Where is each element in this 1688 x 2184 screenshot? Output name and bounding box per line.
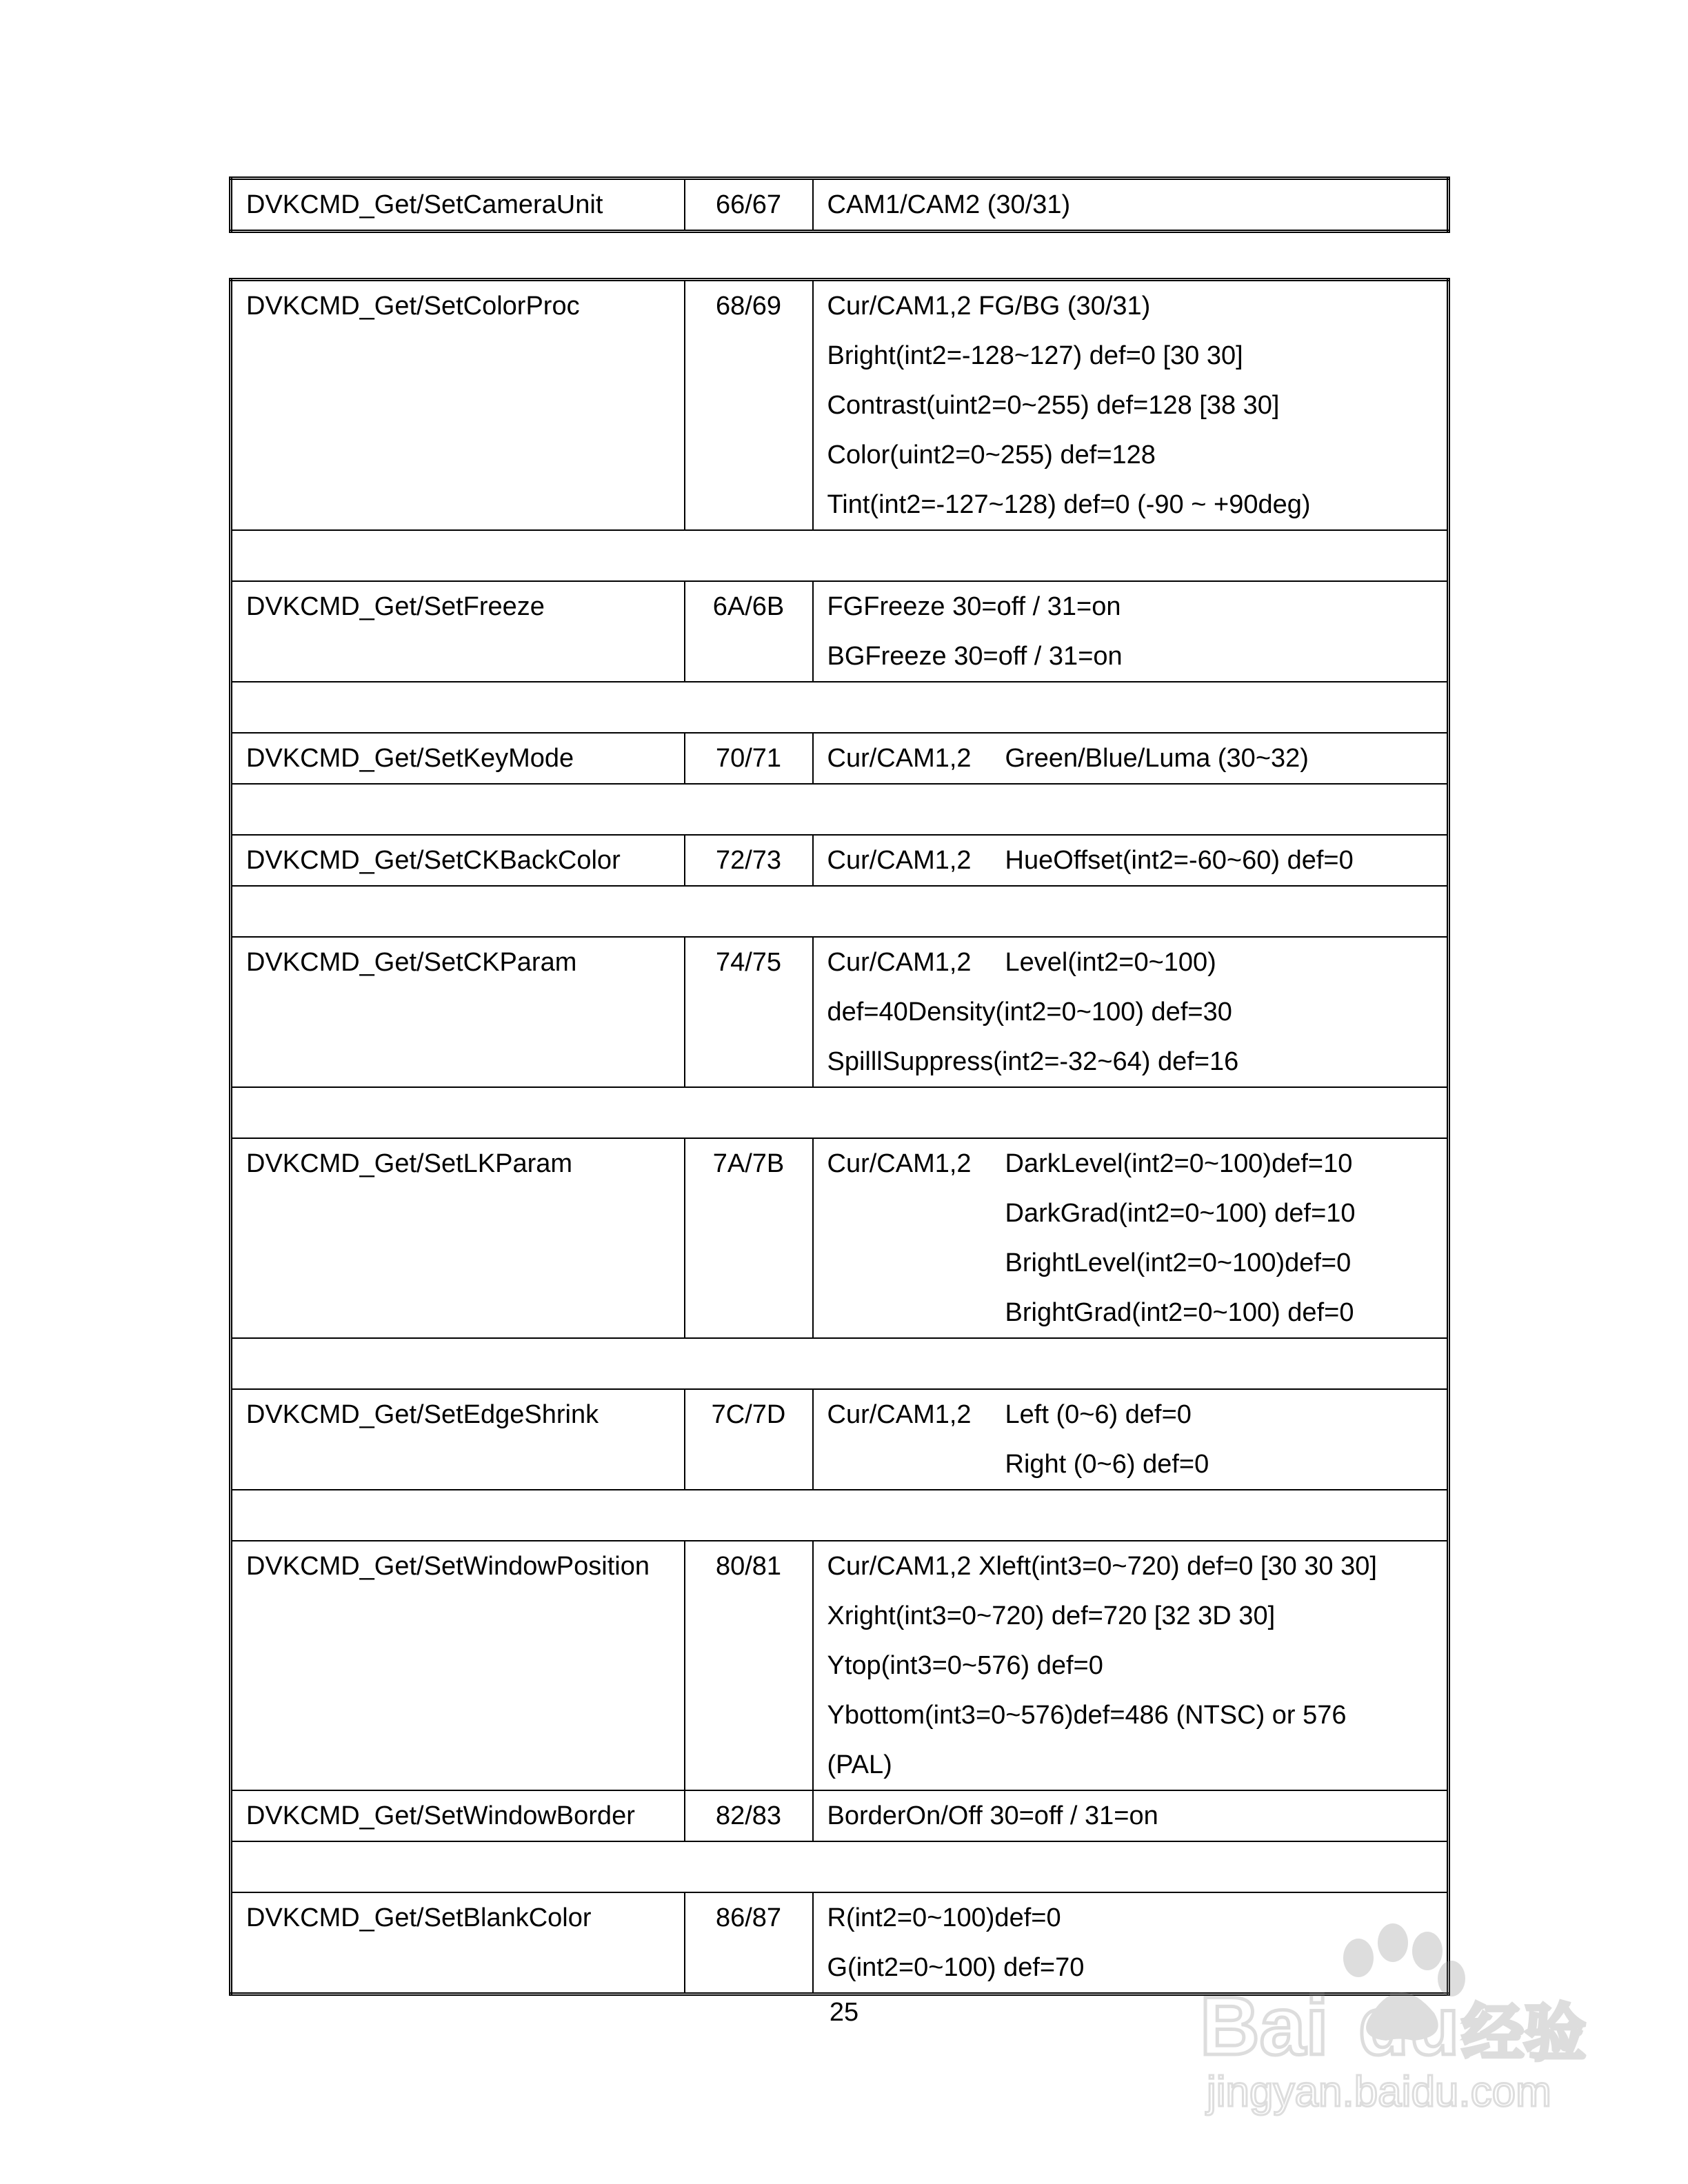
description-cell — [813, 1790, 1449, 1841]
description-line — [827, 734, 1447, 783]
table-row — [231, 1541, 1449, 1790]
code-cell: 86/87 — [685, 1892, 813, 1994]
description-line — [827, 1238, 1447, 1288]
description-line — [827, 1189, 1447, 1238]
table-row — [231, 733, 1449, 784]
table-row — [231, 581, 1449, 682]
description-line — [827, 1037, 1447, 1086]
spacer-cell — [231, 1841, 1449, 1892]
description-line — [827, 1641, 1447, 1690]
description-text: BorderOn/Off 30=off / 31=on — [827, 1801, 1158, 1830]
spacer-cell — [231, 1338, 1449, 1389]
description-text: R(int2=0~100)def=0 — [827, 1903, 1061, 1932]
watermark-cn: 经验 — [1462, 1999, 1586, 2068]
description-line — [827, 480, 1447, 529]
description-cell — [813, 835, 1449, 886]
command-cell: DVKCMD_Get/SetColorProc — [231, 280, 685, 531]
description-line — [827, 631, 1447, 681]
description-cell — [813, 1389, 1449, 1490]
description-text: Level(int2=0~100) — [1005, 948, 1216, 977]
spacer-cell — [231, 784, 1449, 835]
description-line — [827, 836, 1447, 885]
spacer-row — [231, 530, 1449, 581]
description-line — [827, 1439, 1447, 1489]
watermark-brand-du: du — [1358, 1980, 1460, 2072]
description-cell — [813, 581, 1449, 682]
description-line — [827, 430, 1447, 480]
description-cell — [813, 733, 1449, 784]
watermark-brand: Bai — [1200, 1980, 1329, 2072]
description-text: Ytop(int3=0~576) def=0 — [827, 1651, 1103, 1680]
description-text: G(int2=0~100) def=70 — [827, 1953, 1085, 1982]
description-text: BGFreeze 30=off / 31=on — [827, 642, 1123, 671]
code-cell: 70/71 — [685, 733, 813, 784]
description-line — [827, 1591, 1447, 1641]
page-number: 25 — [829, 1998, 859, 2027]
description-line — [827, 1740, 1447, 1790]
table-row — [231, 1138, 1449, 1338]
description-text: DarkGrad(int2=0~100) def=10 — [1005, 1199, 1356, 1228]
spacer-cell — [231, 886, 1449, 937]
description-text: Xright(int3=0~720) def=720 [32 3D 30] — [827, 1601, 1276, 1630]
command-cell: DVKCMD_Get/SetKeyMode — [231, 733, 685, 784]
description-text: Right (0~6) def=0 — [1005, 1450, 1209, 1479]
spacer-cell — [231, 1490, 1449, 1541]
description-text: Bright(int2=-128~127) def=0 [30 30] — [827, 341, 1243, 370]
command-cell: DVKCMD_Get/SetCKParam — [231, 937, 685, 1087]
description-line — [827, 582, 1447, 631]
code-cell: 7A/7B — [685, 1138, 813, 1338]
description-line — [827, 938, 1447, 987]
command-cell: DVKCMD_Get/SetWindowBorder — [231, 1790, 685, 1841]
code-cell: 7C/7D — [685, 1389, 813, 1490]
spacer-cell — [231, 682, 1449, 733]
camera-prefix: Cur/CAM1,2 — [827, 744, 972, 773]
description-line — [827, 381, 1447, 430]
spacer-cell — [231, 1087, 1449, 1138]
spacer-row — [231, 1338, 1449, 1389]
code-cell: 74/75 — [685, 937, 813, 1087]
description-text: Tint(int2=-127~128) def=0 (-90 ~ +90deg) — [827, 490, 1311, 519]
description-line — [827, 281, 1447, 331]
description-line — [827, 1690, 1447, 1740]
table-row — [231, 835, 1449, 886]
table-row — [231, 179, 1449, 232]
spacer-row — [231, 1087, 1449, 1138]
description-text: Left (0~6) def=0 — [1005, 1400, 1192, 1429]
main-table — [229, 278, 1450, 1996]
description-text: (PAL) — [827, 1750, 892, 1779]
description-cell — [813, 937, 1449, 1087]
spacer-row — [231, 886, 1449, 937]
top-table — [229, 176, 1450, 233]
description-cell — [813, 280, 1449, 531]
description-text: Color(uint2=0~255) def=128 — [827, 441, 1156, 469]
description-text: def=40Density(int2=0~100) def=30 — [827, 998, 1232, 1027]
camera-prefix: Cur/CAM1,2 — [827, 846, 972, 875]
command-cell: DVKCMD_Get/SetEdgeShrink — [231, 1389, 685, 1490]
spacer-row — [231, 682, 1449, 733]
description-text: DarkLevel(int2=0~100)def=10 — [1005, 1149, 1353, 1178]
description-line — [827, 1791, 1447, 1841]
spacer-row — [231, 1841, 1449, 1892]
description-line — [827, 331, 1447, 381]
table-row — [231, 1389, 1449, 1490]
description-line — [827, 987, 1447, 1037]
description-text: BrightLevel(int2=0~100)def=0 — [1005, 1248, 1352, 1277]
description-text: SpilllSuppress(int2=-32~64) def=16 — [827, 1047, 1239, 1076]
description-text: HueOffset(int2=-60~60) def=0 — [1005, 846, 1354, 875]
baidu-paw-logo-icon — [1186, 1910, 1586, 2116]
spacer-cell — [231, 530, 1449, 581]
code-cell: 6A/6B — [685, 581, 813, 682]
description-line — [827, 1541, 1447, 1591]
description-text: Contrast(uint2=0~255) def=128 [38 30] — [827, 391, 1280, 420]
code-cell: 66/67 — [685, 179, 813, 232]
table-row — [231, 1790, 1449, 1841]
description-cell: CAM1/CAM2 (30/31) — [813, 179, 1449, 232]
description-cell — [813, 1138, 1449, 1338]
description-line — [827, 1139, 1447, 1189]
code-cell: 82/83 — [685, 1790, 813, 1841]
description-line — [827, 1288, 1447, 1337]
baidu-watermark — [1186, 1910, 1586, 2116]
command-cell: DVKCMD_Get/SetFreeze — [231, 581, 685, 682]
code-cell: 72/73 — [685, 835, 813, 886]
table-row — [231, 937, 1449, 1087]
description-text: BrightGrad(int2=0~100) def=0 — [1005, 1298, 1354, 1327]
camera-prefix: Cur/CAM1,2 — [827, 1149, 972, 1178]
spacer-row — [231, 1490, 1449, 1541]
command-cell: DVKCMD_Get/SetLKParam — [231, 1138, 685, 1338]
command-cell: DVKCMD_Get/SetBlankColor — [231, 1892, 685, 1994]
code-cell: 80/81 — [685, 1541, 813, 1790]
code-cell: 68/69 — [685, 280, 813, 531]
command-cell: DVKCMD_Get/SetCameraUnit — [231, 179, 685, 232]
watermark-url: jingyan.baidu.com — [1207, 2068, 1551, 2116]
spacer-row — [231, 784, 1449, 835]
camera-prefix: Cur/CAM1,2 — [827, 1400, 972, 1429]
description-text: Cur/CAM1,2 FG/BG (30/31) — [827, 292, 1151, 321]
command-cell: DVKCMD_Get/SetCKBackColor — [231, 835, 685, 886]
command-cell: DVKCMD_Get/SetWindowPosition — [231, 1541, 685, 1790]
description-cell — [813, 1541, 1449, 1790]
description-line — [827, 1390, 1447, 1439]
description-text: Cur/CAM1,2 Xleft(int3=0~720) def=0 [30 30 30] — [827, 1552, 1377, 1581]
description-text: Green/Blue/Luma (30~32) — [1005, 744, 1309, 773]
description-text: FGFreeze 30=off / 31=on — [827, 592, 1121, 621]
description-text: Ybottom(int3=0~576)def=486 (NTSC) or 576 — [827, 1701, 1347, 1730]
table-row — [231, 280, 1449, 531]
camera-prefix: Cur/CAM1,2 — [827, 948, 972, 977]
